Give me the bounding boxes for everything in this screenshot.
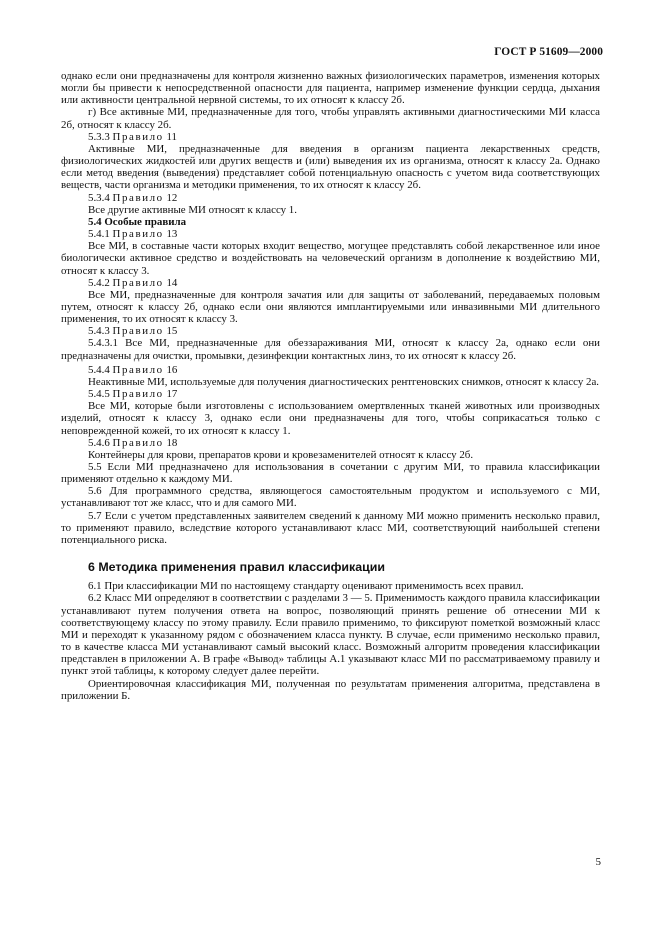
rule-word: Правило (112, 363, 164, 376)
rule-13-heading (61, 228, 600, 240)
rule-number: 15 (166, 325, 178, 338)
rule-word: Правило (112, 276, 164, 289)
rule-number: 14 (166, 276, 178, 289)
clause-5-7: 5.7 Если с учетом представленных заявителем сведений к данному МИ можно применить несколько правил, то применяют правило, вследствие которого устанавливают класс МИ, соответствующий наибольшей степени потенциального риска. (61, 509, 600, 546)
rule-11-text: Активные МИ, предназначенные для введения в организм пациента лекарственных средств, физиологических жидкостей или других веществ и (или) выведения их из организма, относят к классу 2а. Однако если метод введения (выведения) представляет собой потенциальную опасность с учетом вида соответствующих веществ, части организма и методики применения, то их относят к классу 2б. (61, 142, 600, 192)
rule-word: Правило (112, 436, 164, 449)
rule-12-text: Все другие активные МИ относят к классу 1. (88, 203, 297, 216)
rule-18-text: Контейнеры для крови, препаратов крови и кровезаменителей относят к классу 2б. (88, 448, 474, 461)
document-body (61, 70, 600, 702)
document-code-header: ГОСТ Р 51609—2000 (494, 46, 603, 58)
clause-6-1: 6.1 При классификации МИ по настоящему стандарту оценивают применимость всех правил. (88, 580, 524, 593)
rule-14-text: Все МИ, предназначенные для контроля зачатия или для защиты от заболеваний, передаваемых половым путем, относят к классу 2б, однако если они являются имплантируемыми или инвазивными МИ длительного применения, то их относят к классу 3. (61, 288, 600, 326)
rule-14-heading (61, 277, 600, 289)
rule-word: Правило (112, 388, 164, 401)
rule-number: 18 (166, 436, 178, 449)
clause-number: 5.4.1 (88, 228, 110, 241)
clause-number: 5.4.2 (88, 276, 110, 289)
clause-number: 5.4.4 (88, 363, 110, 376)
rule-number: 12 (166, 191, 178, 204)
rule-13-text: Все МИ, в составные части которых входит вещество, могущее представлять собой лекарственное или иное биологически активное средство и воздействовать на человеческий организм в дополнение к воздействию МИ, относят к классу 3. (61, 240, 600, 277)
rule-word: Правило (112, 130, 164, 143)
rule-16-heading (61, 364, 600, 376)
rule-15-heading (61, 325, 600, 337)
clause-number: 5.3.3 (88, 130, 110, 143)
rule-number: 17 (166, 388, 178, 401)
clause-5-6: 5.6 Для программного средства, являющегося самостоятельным продуктом и используемого с МИ, устанавливают тот же класс, что и для самого МИ. (61, 485, 600, 510)
rule-12-heading (61, 192, 600, 204)
rule-number: 13 (166, 228, 178, 241)
rule-word: Правило (112, 228, 164, 241)
rule-word: Правило (112, 191, 164, 204)
clause-number: 5.3.4 (88, 191, 110, 204)
clause-6-2: 6.2 Класс МИ определяют в соответствии с разделами 3 — 5. Применимость каждого правила классификации устанавливают путем получения ответа на вопрос, позволяющий принять решение об отнесении МИ к соответствующему классу по этому правилу. Если правило применимо, то фиксируют пометкой возможный класс МИ и переходят к указанному рядом с обозначением класса пункту. В случае, если применимо несколько правил, то в качестве класса МИ устанавливают самый высокий класс. Возможный алгоритм проведения классификации представлен в приложении А. В графе «Вывод» таблицы А.1 указывают класс МИ по рассматриваемому правилу и пункт этой таблицы, к которому следует далее перейти. (61, 592, 600, 678)
clause-5-5: 5.5 Если МИ предназначено для использования в сочетании с другим МИ, то правила классификации применяют отдельно к каждому МИ. (61, 461, 600, 486)
rule-18-heading (61, 437, 600, 449)
rule-11-heading (61, 131, 600, 143)
clause-number: 5.4.6 (88, 436, 110, 449)
rule-word: Правило (112, 325, 164, 338)
clause-number: 5.4.5 (88, 388, 110, 401)
subsection-5-4-title: 5.4 Особые правила (88, 215, 187, 228)
rule-number: 16 (166, 363, 178, 376)
rule-17-text: Все МИ, которые были изготовлены с использованием омертвленных тканей животных или производных изделий, относят к классу 3, однако если они предназначены для того, чтобы соприкасаться только с неповрежденной кожей, то их относят к классу 1. (61, 400, 600, 437)
clause-number: 5.4.3 (88, 325, 110, 338)
paragraph-continuation: однако если они предназначены для контроля жизненно важных физиологических параметров, изменения которых могли бы привести к непосредственной опасности для пациента, например изменение функции сердца, дыхания или активности центральной нервной системы, то их относят к классу 2б. (61, 70, 600, 107)
section-6-title: 6 Методика применения правил классификации (88, 560, 385, 575)
page-number: 5 (595, 856, 601, 868)
paragraph-item-g: г) Все активные МИ, предназначенные для того, чтобы управлять активными диагностическими МИ класса 2б, относят к классу 2б. (61, 106, 600, 131)
rule-17-heading (61, 388, 600, 400)
rule-number: 11 (166, 130, 177, 143)
paragraph-appendix-b-ref: Ориентировочная классификация МИ, полученная по результатам применения алгоритма, представлена в приложении Б. (61, 677, 600, 702)
rule-16-text: Неактивные МИ, используемые для получения диагностических рентгеновских снимков, относят к классу 2а. (88, 375, 600, 388)
rule-15-text: 5.4.3.1 Все МИ, предназначенные для обеззараживания МИ, относят к классу 2а, однако если они предназначены для очистки, промывки, дезинфекции контактных линз, то их относят к классу 2б. (61, 337, 600, 362)
